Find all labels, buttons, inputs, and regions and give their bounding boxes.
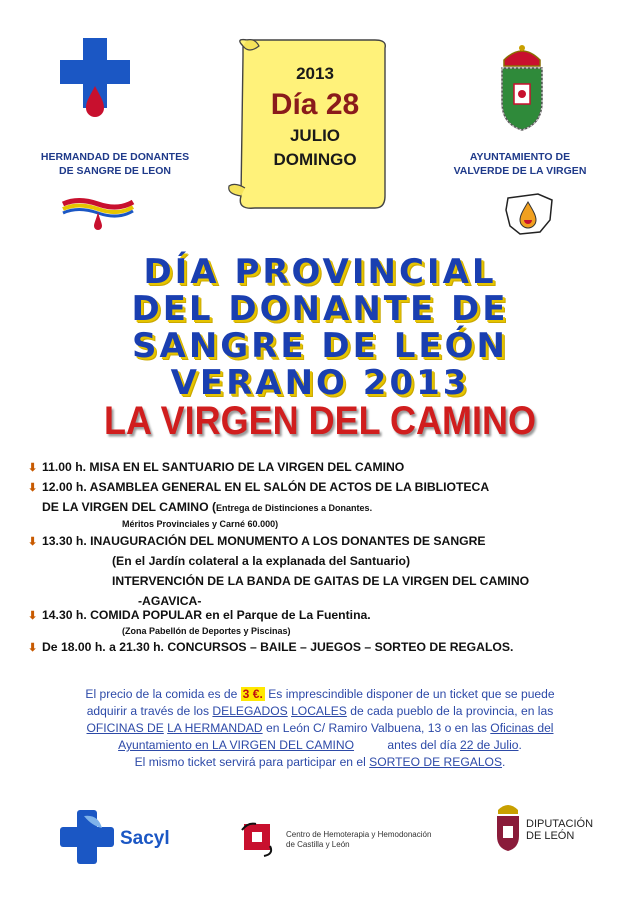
arrow-bullet-icon: ⬇ [28,462,38,474]
sacyl-logo [58,808,188,866]
left-org-line-2: DE SANGRE DE LEON [58,165,171,178]
diputacion-logo [494,800,594,860]
program-text: 13.30 h. INAUGURACIÓN DEL MONUMENTO A LOS DONANTES DE SANGRE [42,534,486,548]
program-note: Entrega de Distinciones a Donantes. [216,503,373,513]
program-text: (En el Jardín colateral a la explanada del Santuario) [112,554,411,568]
info-text: adquirir a través de los [86,704,213,718]
program-item [28,534,486,548]
right-org-line-2: VALVERDE DE LA VIRGEN [453,165,587,178]
info-underlined: LA HERMANDAD [167,721,263,735]
coat-of-arms-icon [496,40,548,132]
left-organization-name [20,150,210,178]
event-day: Día 28 [270,88,360,121]
program-text: INTERVENCIÓN DE LA BANDA DE GAITAS DE LA VIRGEN DEL CAMINO [112,574,530,588]
sacyl-text: Sacyl [120,828,170,849]
blood-donor-cross-icon [60,38,130,123]
event-year: 2013 [296,64,334,83]
diputacion-line-1: DIPUTACIÓN [526,818,594,830]
sacyl-cross-icon [58,808,116,866]
program-note: Méritos Provinciales y Carné 60.000) [122,519,279,529]
program-note: (Zona Pabellón de Deportes y Piscinas) [122,626,291,636]
info-text: de cada pueblo de la provincia, en las [346,704,554,718]
flags-icon [58,192,138,232]
centro-text [286,830,431,850]
right-organization-name [430,150,610,178]
event-location: LA VIRGEN DEL CAMINO [103,397,537,443]
date-block [240,64,390,170]
centro-hemoterapia-logo [240,820,440,860]
event-weekday: DOMINGO [273,150,357,169]
centro-line-1: Centro de Hemoterapia y Hemodonación [286,830,432,839]
info-line-5 [24,754,616,771]
left-org-line-1: HERMANDAD DE DONANTES [40,151,190,163]
program-text: 12.00 h. ASAMBLEA GENERAL EN EL SALÓN DE ACTOS DE LA BIBLIOTECA [42,480,490,494]
arrow-bullet-icon: ⬇ [28,610,38,622]
arrow-bullet-icon: ⬇ [28,482,38,494]
price-highlight: 3 €. [242,687,263,701]
info-line-3 [24,720,616,737]
program-item [28,640,513,654]
arrow-bullet-icon: ⬇ [28,642,38,654]
program-text: De 18.00 h. a 21.30 h. CONCURSOS – BAILE – JUEGOS – SORTEO DE REGALOS. [42,640,514,654]
ticket-info [24,686,616,771]
info-text: El precio de la comida es de [85,687,241,701]
program-text: DE LA VIRGEN DEL CAMINO ( [42,500,217,514]
program-item [28,608,371,622]
program-text: 14.30 h. COMIDA POPULAR en el Parque de La Fuentina. [42,608,371,622]
program-item [28,460,404,474]
diputacion-line-2: DE LEÓN [526,830,575,842]
info-text: . [518,738,522,752]
info-underlined: Oficinas del [490,721,554,735]
event-title [20,254,620,402]
info-line-4 [24,737,616,754]
centro-line-2: de Castilla y León [286,840,350,849]
program-item-continuation [42,500,372,514]
info-underlined: SORTEO DE REGALOS [369,755,503,769]
info-text: en León C/ Ramiro Valbuena, 13 o en las [262,721,491,735]
program-text: -AGAVICA- [138,594,202,608]
info-underlined: Ayuntamiento en LA VIRGEN DEL CAMINO [118,738,355,752]
title-line-4: VERANO 2013 [170,363,470,403]
info-text: Es imprescindible disponer de un ticket que se puede [264,687,555,701]
right-org-line-1: AYUNTAMIENTO DE [469,151,571,163]
arrow-bullet-icon: ⬇ [28,536,38,548]
diputacion-shield-icon [494,800,522,852]
title-line-1: DÍA PROVINCIAL [143,252,497,292]
program-item [28,480,489,494]
info-underlined: 22 de Julio [460,738,519,752]
centro-logo-icon [240,820,278,858]
info-underlined: OFICINAS DE [86,721,164,735]
diputacion-text [526,818,593,842]
info-text: antes del día [384,738,461,752]
spain-map-drop-icon [500,190,560,240]
info-line-2 [24,703,616,720]
title-line-2: DEL DONANTE DE [131,289,509,329]
event-month: JULIO [289,126,341,145]
title-line-3: SANGRE DE LEÓN [132,326,508,366]
info-line-1 [24,686,616,703]
program-text: 11.00 h. MISA EN EL SANTUARIO DE LA VIRGEN DEL CAMINO [42,460,405,474]
info-underlined: DELEGADOS [212,704,288,718]
info-text: El mismo ticket servirá para participar en el [134,755,370,769]
info-text: . [502,755,506,769]
info-underlined: LOCALES [291,704,347,718]
